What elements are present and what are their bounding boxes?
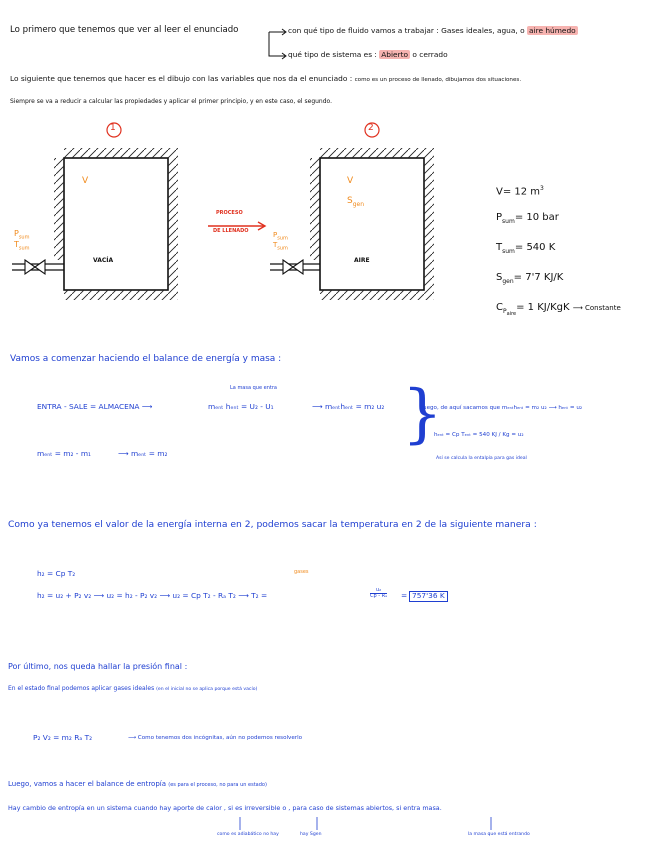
energy-balance-lhs: ENTRA - SALE = ALMACENA ⟶: [37, 402, 153, 411]
inlet2-P-sub: sum: [277, 235, 288, 242]
given-volume: V= 12 $m^3$: [496, 185, 544, 198]
intro-branch1: [288, 27, 578, 36]
state2-number: 2: [368, 123, 374, 133]
process-label-1: PROCESO: [216, 210, 243, 216]
energy-balance-mid: mₑₙₜ hₑₙₜ = U₂ - U₁: [208, 402, 274, 411]
inlet2-T: T: [273, 240, 278, 249]
entropy-line2: Hay cambio de entropía en un sistema cuando hay aporte de calor , si es irreversible o , para caso de sistemas abiertos, si entra masa.: [8, 804, 442, 812]
temperature-frac-den: Cp - Rₐ: [370, 593, 388, 599]
inlet2-T-sub: sum: [277, 245, 288, 252]
entropy-note-arrows: [200, 815, 520, 833]
inlet1-props: [14, 230, 30, 252]
intro-line1: Lo primero que tenemos que ver al leer el enunciado: [10, 25, 239, 35]
tank1-volume: V: [82, 176, 89, 186]
intro-branch2-text-b: o cerrado: [412, 50, 448, 59]
intro-branch2: [288, 51, 448, 60]
inlet1-valve: [12, 260, 64, 274]
mass-balance-lhs: mₑₙₜ = m₂ - m₁: [37, 449, 91, 458]
inlet1-T-sub: sum: [18, 245, 30, 252]
intro-branch2-text-a: qué tipo de sistema es :: [288, 50, 377, 59]
pressure-eq-note: ⟶ Como tenemos dos incógnitas, aún no podemos resolverlo: [128, 735, 303, 741]
inlet2-P: P: [273, 231, 278, 239]
pressure-line-text: En el estado final podemos aplicar gases ideales: [8, 685, 155, 692]
pressure-heading: Por último, nos queda hallar la presión final :: [8, 662, 188, 671]
tank2-sgen: [347, 196, 364, 209]
entropy-note3: la masa que está entrando: [468, 832, 530, 837]
temperature-frac-num: u₂: [370, 588, 387, 594]
state1-number: 1: [110, 123, 116, 133]
given-cp: $C_{P_{aire}}= 1$ KJ/KgK ⟶ Constante: [496, 302, 621, 318]
energy-balance-rhs: ⟶ mₑₙₜhₑₙₜ = m₂ u₂: [312, 402, 385, 411]
inlet2-props: [273, 232, 288, 252]
tank2-S: S: [347, 196, 353, 206]
balance-right-line1: Luego, de aquí sacamos que mₑₙₜhₑₙₜ = m₂ u₂ ⟶ hₑₙₜ = u₂: [420, 405, 583, 411]
given-sgen: $S_{gen}= 7'7$ KJ/K: [496, 272, 564, 286]
temperature-gas-note: gases: [294, 569, 309, 575]
intro-branch1-text: con qué tipo de fluido vamos a trabajar : Gases ideales, agua, o: [288, 26, 525, 35]
intro-line2-small: como es un proceso de llenado, dibujamos dos situaciones.: [354, 77, 522, 83]
tank2-volume: V: [347, 176, 354, 186]
intro-line2: [10, 75, 521, 84]
process-label-2: DE LLENADO: [213, 228, 249, 234]
temperature-fraction: [370, 588, 387, 599]
tank1: [54, 148, 178, 300]
entropy-note2: hay Sgen: [300, 832, 322, 837]
temperature-eq2: h₂ = u₂ + P₂ v₂ ⟶ u₂ = h₂ - P₂ v₂ ⟶ u₂ = Cp T₂ - Rₐ T₂ ⟶ T₂ =: [37, 591, 268, 600]
tank1-label: VACÍA: [93, 257, 114, 264]
given-temperature: $T_{sum}= 540$ K: [496, 242, 556, 256]
mass-balance-rhs: ⟶ mₑₙₜ = m₂: [118, 449, 168, 458]
givens-list: [496, 176, 621, 328]
intro-branch-arrows: [265, 26, 289, 64]
balance-right-note: Así se calcula la entalpía para gas ideal: [436, 456, 527, 461]
intro-line3: Siempre se va a reducir a calcular las propiedades y aplicar el primer principio, y en este caso, el segundo.: [10, 98, 333, 105]
temperature-eq1: h₂ = Cp T₂: [37, 569, 76, 578]
entropy-line1: [8, 780, 267, 789]
given-pressure: $P_{sum}= 10$ bar: [496, 212, 559, 226]
temperature-frac-eq: =: [401, 591, 408, 600]
balance-note-top: La masa que entra: [230, 385, 277, 391]
temperature-result: 757'36 K: [409, 591, 448, 602]
intro-branch2-highlight: Abierto: [381, 50, 409, 59]
inlet2-valve: [270, 260, 320, 274]
inlet1-T: T: [14, 240, 19, 250]
entropy-note1: como es adiabático no hay: [217, 832, 279, 837]
pressure-line-small: (en el inicial no se aplica porque está vacío): [156, 687, 258, 692]
balance-right-line2: hₑₙₜ = Cp Tₑₙₜ = 540 KJ / Kg = u₂: [434, 432, 524, 438]
inlet1-P: P: [14, 229, 19, 238]
balance-heading: Vamos a comenzar haciendo el balance de energía y masa :: [10, 354, 282, 364]
inlet1-P-sub: sum: [18, 234, 30, 241]
intro-line2-text: Lo siguiente que tenemos que hacer es el dibujo con las variables que nos da el enunciado :: [10, 74, 353, 83]
intro-branch1-highlight: aire húmedo: [528, 26, 576, 35]
temperature-heading: Como ya tenemos el valor de la energía interna en 2, podemos sacar la temperatura en 2 de la siguiente manera :: [8, 519, 537, 530]
entropy-line1-text: Luego, vamos a hacer el balance de entropía: [8, 780, 167, 788]
tank2-S-sub: gen: [352, 200, 365, 208]
tank2: [310, 148, 434, 300]
entropy-line1-small: (es para el proceso, no para un estado): [168, 782, 267, 788]
right-brace: }: [402, 377, 443, 451]
pressure-line: [8, 686, 257, 693]
pressure-eq: P₂ V₂ = m₂ Rₐ T₂: [33, 733, 93, 742]
tank2-label: AIRE: [354, 257, 370, 264]
